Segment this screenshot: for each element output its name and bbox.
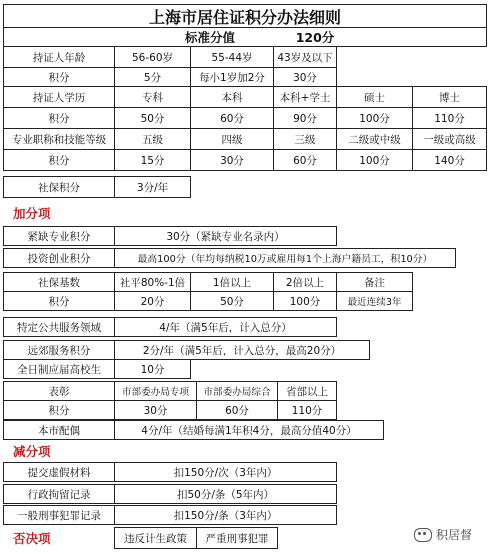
graduate-label: 全日制应届高校生	[3, 359, 115, 379]
edu-score: 50分	[114, 107, 191, 129]
standard-label: 标准分值	[184, 30, 235, 45]
invest-value: 最高100分（年均每纳税10万或雇用每1个上海户籍员工，积10分）	[114, 248, 456, 268]
criminal-value: 扣150分/条（3年内）	[114, 505, 337, 525]
age-score: 5分	[114, 67, 191, 87]
ssbase-score-label: 积分	[3, 291, 115, 311]
age-score: 30分	[273, 67, 337, 87]
veto-header: 否决项	[13, 531, 51, 546]
age-opt: 56-60岁	[114, 46, 191, 68]
honor-opt: 省部以上	[277, 381, 337, 401]
age-score-label: 积分	[3, 67, 115, 87]
false-label: 提交虚假材料	[3, 462, 115, 482]
prof-score: 30分	[190, 149, 274, 171]
edu-opt: 专科	[114, 86, 191, 108]
standard-value: 120分	[295, 30, 335, 45]
veto-item: 严重刑事犯罪	[196, 527, 278, 549]
spouse-label: 本市配偶	[3, 420, 115, 440]
table-title: 上海市居住证积分办法细则	[3, 4, 487, 28]
age-score: 每小1岁加2分	[190, 67, 274, 87]
prof-opt: 二级或中级	[336, 128, 413, 150]
shortage-value: 30分（紧缺专业名录内）	[114, 226, 337, 246]
public-label: 特定公共服务领域	[3, 317, 115, 337]
wechat-icon	[414, 528, 432, 542]
detention-value: 扣50分/条（5年内）	[114, 484, 337, 504]
ssbase-score: 100分	[273, 291, 337, 311]
invest-label: 投资创业积分	[3, 248, 115, 268]
edu-label: 持证人学历	[3, 86, 115, 108]
prof-opt: 一级或高级	[412, 128, 487, 150]
age-opt: 43岁及以下	[273, 46, 337, 68]
ssbase-opt: 备注	[336, 272, 413, 292]
prof-score: 100分	[336, 149, 413, 171]
remote-label: 远郊服务积分	[3, 340, 115, 360]
deduct-header: 减分项	[13, 444, 51, 459]
honor-opt: 市部委办局综合	[196, 381, 278, 401]
ss-value: 3分/年	[114, 176, 191, 198]
ssbase-score: 20分	[114, 291, 191, 311]
age-opt: 55-44岁	[190, 46, 274, 68]
honor-score: 60分	[196, 400, 278, 420]
remote-value: 2分/年（满5年后，计入总分，最高20分）	[114, 340, 370, 360]
detention-label: 行政拘留记录	[3, 484, 115, 504]
prof-opt: 三级	[273, 128, 337, 150]
honor-score: 30分	[114, 400, 197, 420]
edu-opt: 硕士	[336, 86, 413, 108]
veto-item: 违反计生政策	[114, 527, 197, 549]
edu-opt: 博士	[412, 86, 487, 108]
ss-label: 社保积分	[3, 176, 115, 198]
watermark	[414, 526, 472, 543]
ssbase-opt: 1倍以上	[190, 272, 274, 292]
public-value: 4/年（满5年后，计入总分）	[114, 317, 337, 337]
prof-opt: 四级	[190, 128, 274, 150]
bonus-header: 加分项	[13, 206, 51, 221]
edu-opt: 本科+学士	[273, 86, 337, 108]
age-label: 持证人年龄	[3, 46, 115, 68]
honor-opt: 市部委办局专项	[114, 381, 197, 401]
edu-score-label: 积分	[3, 107, 115, 129]
ssbase-score: 50分	[190, 291, 274, 311]
honor-label: 表彰	[3, 381, 115, 401]
ssbase-opt: 2倍以上	[273, 272, 337, 292]
shortage-label: 紧缺专业积分	[3, 226, 115, 246]
ssbase-opt: 社平80%-1倍	[114, 272, 191, 292]
honor-score: 110分	[277, 400, 337, 420]
edu-score: 90分	[273, 107, 337, 129]
ssbase-score: 最近连续3年	[336, 291, 413, 311]
prof-score: 15分	[114, 149, 191, 171]
prof-opt: 五级	[114, 128, 191, 150]
criminal-label: 一般刑事犯罪记录	[3, 505, 115, 525]
prof-label: 专业职称和技能等级	[3, 128, 115, 150]
honor-score-label: 积分	[3, 400, 115, 420]
ssbase-label: 社保基数	[3, 272, 115, 292]
watermark-text: 积居督	[436, 528, 473, 542]
prof-score-label: 积分	[3, 149, 115, 171]
edu-score: 60分	[190, 107, 274, 129]
spouse-value: 4分/年（结婚每满1年积4分，最高分值40分）	[114, 420, 384, 440]
edu-opt: 本科	[190, 86, 274, 108]
prof-score: 60分	[273, 149, 337, 171]
false-value: 扣150分/次（3年内）	[114, 462, 337, 482]
edu-score: 100分	[336, 107, 413, 129]
prof-score: 140分	[412, 149, 487, 171]
graduate-value: 10分	[114, 359, 191, 379]
edu-score: 110分	[412, 107, 487, 129]
